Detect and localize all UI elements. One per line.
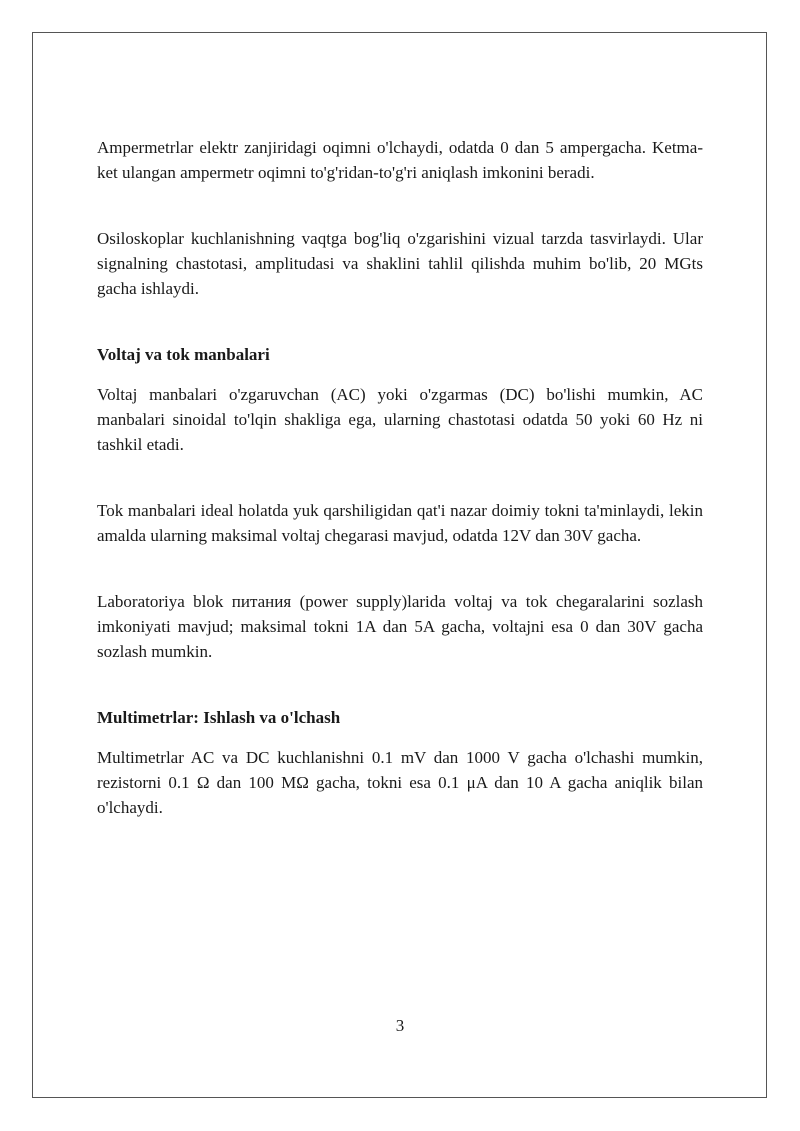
paragraph-laboratoriya: Laboratoriya blok питания (power supply)larida voltaj va tok chegaralarini sozlash imkoniyati mavjud; maksimal tokni 1A dan 5A gacha, voltajni esa 0 dan 30V gacha sozlash mumkin.: [97, 592, 703, 661]
paragraph-voltaj-manbalari: Voltaj manbalari o'zgaruvchan (AC) yoki o'zgarmas (DC) bo'lishi mumkin, AC manbalari sinoidal to'lqin shakliga ega, ularning chastotasi odatda 50 yoki 60 Hz ni tashkil etadi.: [97, 385, 703, 454]
paragraph-osiloskoplar: Osiloskoplar kuchlanishning vaqtga bog'liq o'zgarishini vizual tarzda tasvirlaydi. Ular signalning chastotasi, amplitudasi va shaklini tahlil qilishda muhim bo'lib, 20 MGts gacha ishlaydi.: [97, 229, 703, 298]
section-heading-multimetrlar: Multimetrlar: Ishlash va o'lchash: [97, 708, 341, 727]
paragraph-multimetrlar: Multimetrlar AC va DC kuchlanishni 0.1 mV dan 1000 V gacha o'lchashi mumkin, rezistorni 0.1 Ω dan 100 MΩ gacha, tokni esa 0.1 μA dan 10 A gacha aniqlik bilan o'lchaydi.: [97, 748, 703, 817]
section-heading-voltaj: Voltaj va tok manbalari: [97, 345, 270, 364]
page-number: 3: [395, 1016, 405, 1035]
paragraph-tok-manbalari: Tok manbalari ideal holatda yuk qarshiligidan qat'i nazar doimiy tokni ta'minlaydi, lekin amalda ularning maksimal voltaj chegarasi mavjud, odatda 12V dan 30V gacha.: [97, 501, 703, 545]
document-body: [97, 135, 703, 820]
paragraph-ampermetrlar: Ampermetrlar elektr zanjiridagi oqimni o'lchaydi, odatda 0 dan 5 ampergacha. Ketma-ket ulangan ampermetr oqimni to'g'ridan-to'g'ri aniqlash imkonini beradi.: [97, 138, 703, 182]
